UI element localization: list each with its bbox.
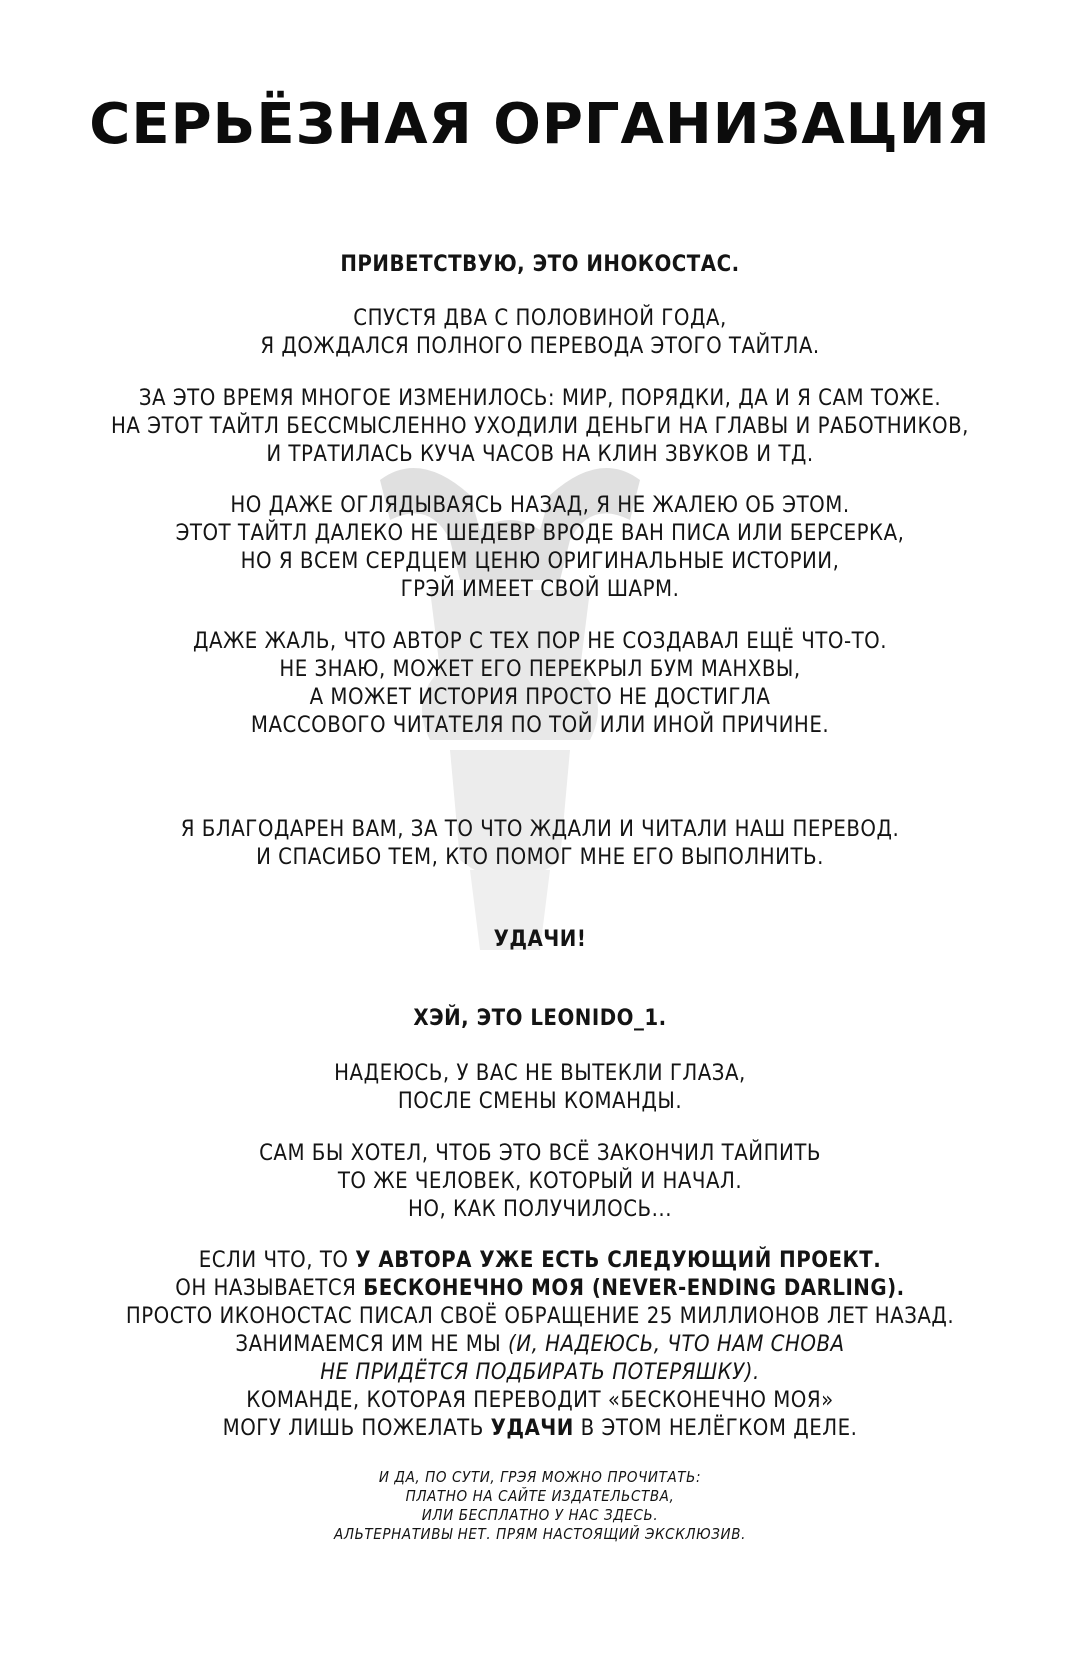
page-title: СЕРЬЁЗНАЯ ОРГАНИЗАЦИЯ (89, 92, 991, 157)
greeting-line: ПРИВЕТСТВУЮ, ЭТО ИНОКОСТАС. (340, 252, 740, 277)
text-line: ДАЖЕ ЖАЛЬ, ЧТО АВТОР С ТЕХ ПОР НЕ СОЗДАВАЛ ЕЩЁ ЧТО-ТО. (192, 629, 888, 654)
text-line: ПОСЛЕ СМЕНЫ КОМАНДЫ. (397, 1089, 683, 1114)
paragraph-6 (0, 1060, 1080, 1116)
footnote-line: АЛЬТЕРНАТИВЫ НЕТ. ПРЯМ НАСТОЯЩИЙ ЭКСКЛЮЗИВ. (333, 1525, 746, 1543)
text-line: КОМАНДЕ, КОТОРАЯ ПЕРЕВОДИТ «БЕСКОНЕЧНО МОЯ» (246, 1388, 834, 1413)
paragraph-1 (0, 305, 1080, 361)
text-line: ПРОСТО ИКОНОСТАС ПИСАЛ СВОЁ ОБРАЩЕНИЕ 25 МИЛЛИОНОВ ЛЕТ НАЗАД. (125, 1304, 955, 1329)
paragraph-3 (0, 492, 1080, 604)
text-line: ГРЭЙ ИМЕЕТ СВОЙ ШАРМ. (400, 577, 680, 602)
text-line: УДАЧИ! (493, 927, 587, 952)
greeting-inokostas (0, 251, 1080, 279)
text-line: Я ДОЖДАЛСЯ ПОЛНОГО ПЕРЕВОДА ЭТОГО ТАЙТЛА. (260, 334, 820, 359)
greeting-line: ХЭЙ, ЭТО LEONIDO_1. (413, 1006, 667, 1031)
text-line: НО Я ВСЕМ СЕРДЦЕМ ЦЕНЮ ОРИГИНАЛЬНЫЕ ИСТОРИИ, (240, 549, 840, 574)
paragraph-5 (0, 816, 1080, 872)
good-luck-line (0, 926, 1080, 954)
footnote-line: ПЛАТНО НА САЙТЕ ИЗДАТЕЛЬСТВА, (405, 1487, 675, 1505)
text-line (0, 1331, 1080, 1359)
text-line: Я БЛАГОДАРЕН ВАМ, ЗА ТО ЧТО ЖДАЛИ И ЧИТАЛИ НАШ ПЕРЕВОД. (180, 817, 900, 842)
text-line (0, 1247, 1080, 1275)
footnote-line: И ДА, ПО СУТИ, ГРЭЯ МОЖНО ПРОЧИТАТЬ: (378, 1468, 702, 1486)
footnote (0, 1468, 1080, 1544)
emphasis-fragment: У АВТОРА УЖЕ ЕСТЬ СЛЕДУЮЩИЙ ПРОЕКТ. (355, 1248, 882, 1273)
text-fragment: ЕСЛИ ЧТО, ТО (198, 1248, 356, 1273)
text-line: И ТРАТИЛАСЬ КУЧА ЧАСОВ НА КЛИН ЗВУКОВ И ТД. (266, 442, 814, 467)
paragraph-2 (0, 385, 1080, 469)
text-line (0, 1275, 1080, 1303)
text-line: НО ДАЖЕ ОГЛЯДЫВАЯСЬ НАЗАД, Я НЕ ЖАЛЕЮ ОБ ЭТОМ. (230, 493, 850, 518)
emphasis-fragment: УДАЧИ (490, 1416, 574, 1441)
text-line: А МОЖЕТ ИСТОРИЯ ПРОСТО НЕ ДОСТИГЛА (309, 685, 771, 710)
emphasis-fragment: БЕСКОНЕЧНО МОЯ (NEVER-ENDING DARLING). (363, 1276, 905, 1301)
text-line: СПУСТЯ ДВА С ПОЛОВИНОЙ ГОДА, (353, 306, 727, 331)
text-fragment: ЗАНИМАЕМСЯ ИМ НЕ МЫ (235, 1332, 509, 1357)
paragraph-4 (0, 628, 1080, 740)
text-fragment: ОН НАЗЫВАЕТСЯ (175, 1276, 364, 1301)
footnote-line: ИЛИ БЕСПЛАТНО У НАС ЗДЕСЬ. (421, 1506, 659, 1524)
italic-fragment: (И, НАДЕЮСЬ, ЧТО НАМ СНОВА (508, 1332, 845, 1357)
text-line: ТО ЖЕ ЧЕЛОВЕК, КОТОРЫЙ И НАЧАЛ. (337, 1169, 743, 1194)
paragraph-7 (0, 1140, 1080, 1224)
greeting-leonido (0, 1005, 1080, 1033)
text-line: НЕ ПРИДЁТСЯ ПОДБИРАТЬ ПОТЕРЯШКУ). (320, 1360, 760, 1385)
text-line: НАДЕЮСЬ, У ВАС НЕ ВЫТЕКЛИ ГЛАЗА, (334, 1061, 746, 1086)
text-line: НО, КАК ПОЛУЧИЛОСЬ... (408, 1197, 672, 1222)
text-line (0, 1415, 1080, 1443)
text-line: САМ БЫ ХОТЕЛ, ЧТОБ ЭТО ВСЁ ЗАКОНЧИЛ ТАЙПИТЬ (259, 1141, 821, 1166)
text-line: НЕ ЗНАЮ, МОЖЕТ ЕГО ПЕРЕКРЫЛ БУМ МАНХВЫ, (279, 657, 801, 682)
text-line: И СПАСИБО ТЕМ, КТО ПОМОГ МНЕ ЕГО ВЫПОЛНИТЬ. (256, 845, 824, 870)
paragraph-8 (0, 1247, 1080, 1443)
text-line: НА ЭТОТ ТАЙТЛ БЕССМЫСЛЕННО УХОДИЛИ ДЕНЬГИ НА ГЛАВЫ И РАБОТНИКОВ, (111, 414, 969, 439)
text-fragment: В ЭТОМ НЕЛЁГКОМ ДЕЛЕ. (573, 1416, 858, 1441)
text-fragment: МОГУ ЛИШЬ ПОЖЕЛАТЬ (222, 1416, 491, 1441)
text-line: ЭТОТ ТАЙТЛ ДАЛЕКО НЕ ШЕДЕВР ВРОДЕ ВАН ПИСА ИЛИ БЕРСЕРКА, (175, 521, 905, 546)
text-line: ЗА ЭТО ВРЕМЯ МНОГОЕ ИЗМЕНИЛОСЬ: МИР, ПОРЯДКИ, ДА И Я САМ ТОЖЕ. (138, 386, 942, 411)
text-line: МАССОВОГО ЧИТАТЕЛЯ ПО ТОЙ ИЛИ ИНОЙ ПРИЧИНЕ. (250, 713, 830, 738)
